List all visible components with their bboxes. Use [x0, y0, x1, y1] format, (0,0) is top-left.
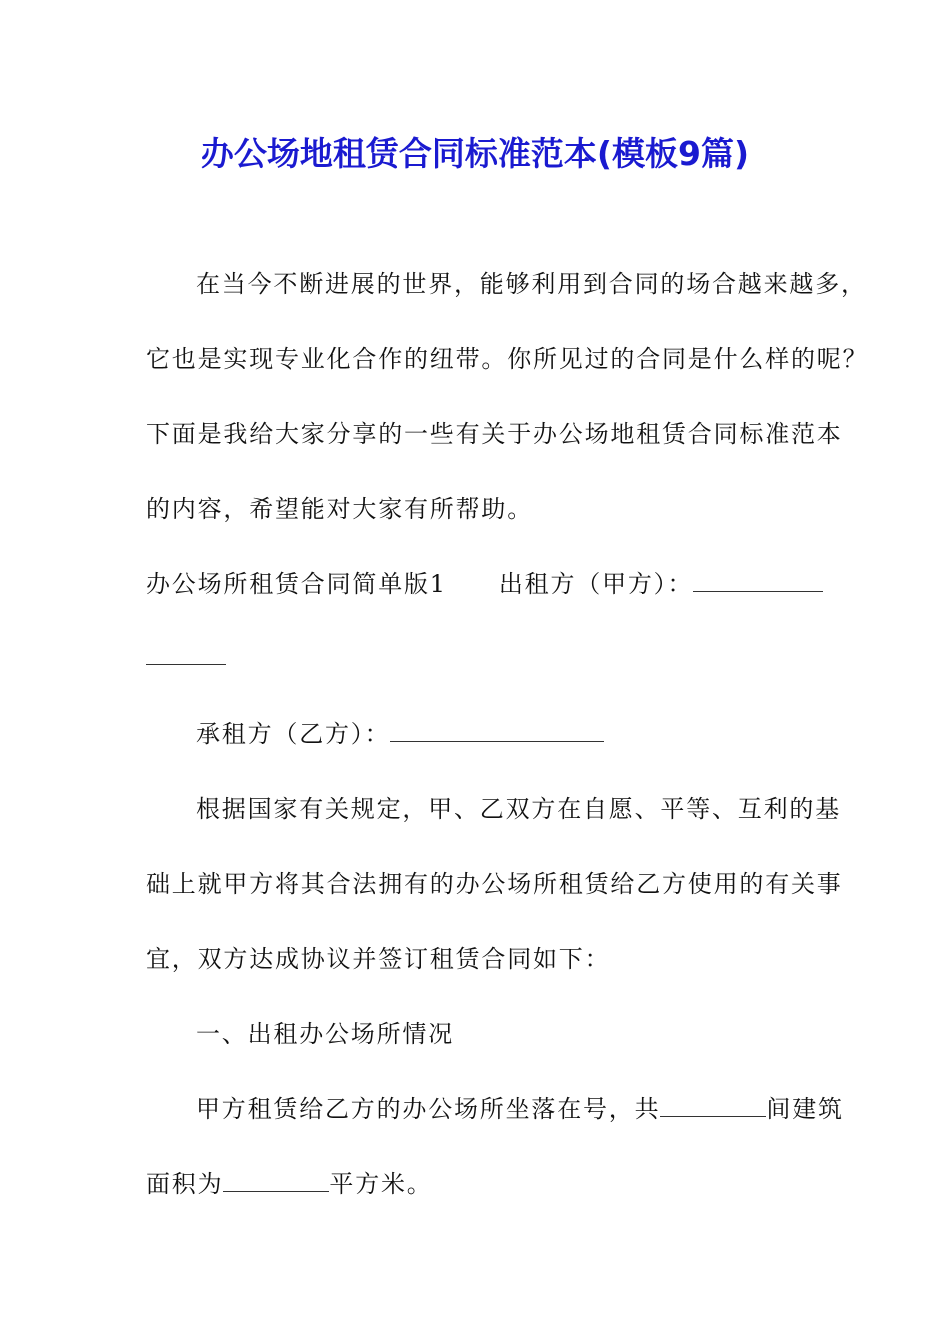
- clause-one-line-1: [196, 1089, 844, 1129]
- clause-one-text-b: 间建筑: [766, 1095, 844, 1123]
- document-title: 办公场地租赁合同标准范本(模板9篇): [200, 134, 750, 173]
- intro-line-1: 在当今不断进展的世界，能够利用到合同的场合越来越多，: [196, 270, 867, 298]
- area-blank: [223, 1169, 329, 1192]
- clause-one-text-a: 甲方租赁给乙方的办公场所坐落在号，共: [196, 1095, 661, 1123]
- clause-one-text-d: 平方米。: [329, 1170, 433, 1198]
- clause-one-line-2: [146, 1164, 433, 1204]
- lessor-blank-continued: [146, 664, 226, 665]
- lessee-label: 承租方（乙方）：: [196, 720, 391, 748]
- section-line: [146, 564, 823, 604]
- intro-line-2: 它也是实现专业化合作的纽带。你所见过的合同是什么样的呢？: [146, 345, 869, 373]
- clause-one-heading: 一、出租办公场所情况: [196, 1020, 454, 1048]
- basis-line-3: 宜，双方达成协议并签订租赁合同如下：: [146, 945, 611, 973]
- intro-line-4: 的内容，希望能对大家有所帮助。: [146, 495, 533, 523]
- rooms-blank: [660, 1094, 766, 1117]
- basis-line-2: 础上就甲方将其合法拥有的办公场所租赁给乙方使用的有关事: [146, 870, 843, 898]
- section-title: 办公场所租赁合同简单版1: [146, 570, 447, 598]
- basis-line-1: 根据国家有关规定，甲、乙双方在自愿、平等、互利的基: [196, 795, 841, 823]
- lessee-blank: [390, 719, 604, 742]
- intro-line-3: 下面是我给大家分享的一些有关于办公场地租赁合同标准范本: [146, 420, 843, 448]
- lessor-label: 出租方（甲方）：: [498, 570, 694, 598]
- clause-one-text-c: 面积为: [146, 1170, 224, 1198]
- lessor-blank: [693, 569, 823, 592]
- lessee-line: [196, 714, 604, 754]
